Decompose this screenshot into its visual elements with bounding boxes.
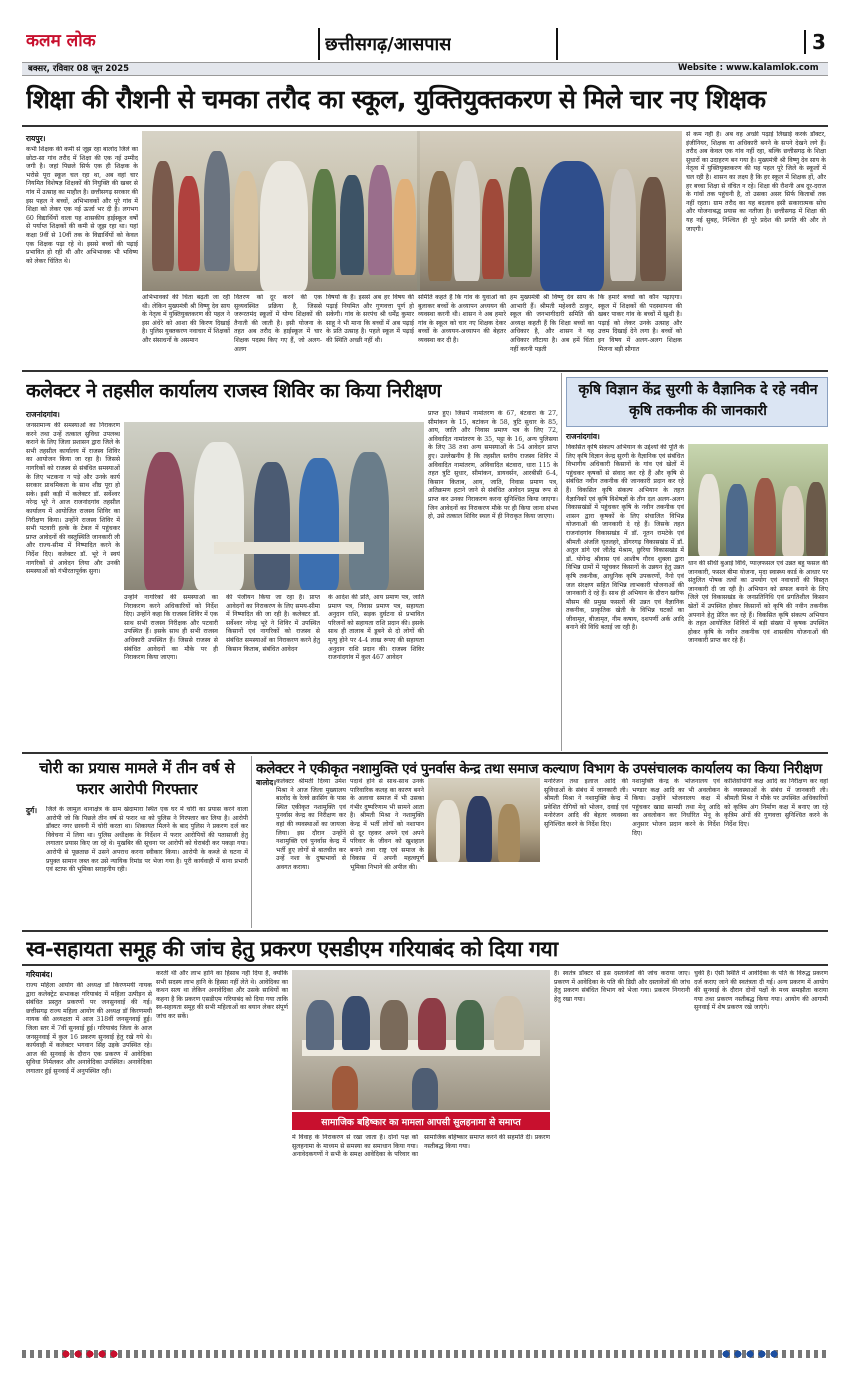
photo-1-right	[420, 131, 682, 291]
story-2-col-2: उन्होंने नागरिकों की समस्याओं का निराकरण करने अधिकारियों को निर्देश दिए। उन्होंने कहा कि राजस्व शिविर में एक साथ सभी राजस्व निरीक्षक और पटवारी उपस्थित हैं। इसके साथ ही सभी राजस्व अधिकारी उपस्थित हैं। जिससे राजस्व से संबंधित आवेदनों का मौके पर ही निराकरण किया जाएगा।	[124, 594, 218, 662]
story-5-col-4: नशामुक्ति केन्द्र के भोजनालय एवं भण्डार कक्ष आदि का भी अवलोकन किया। उन्होंने भोजनालय कक्ष में पहुंचकर खाद्य सामग्री तथा मेनू आदि का अवलोकन कर निर्धारित मेनू के अनुसार भोजन प्रदान करने के निर्देश दिए।	[632, 778, 720, 837]
story-6-col-2: करती थी और लाभ हानि का हिसाब नहीं दिया है, क्योंकि सभी सदस्य लाभ हानि के हिस्सा नहीं लेते थे। आवेदिका का कथन सत्य था लेकिन अनावेदिका और उसके साथियों का कहना है कि प्रकरण एसडीएम गरियाबंद को दिया गया ताकि स्व-सहायता समूह की सभी महिलाओं का बयान लेकर संपूर्ण जांच कर सकें।	[156, 970, 288, 1020]
rule-1	[22, 125, 828, 127]
footer-dots-right	[720, 1348, 780, 1360]
story-4-col-1: जिले के जामुल थानाक्षेत्र के ग्राम खेदामारा स्थित एक घर में चोरी का प्रयास करने वाला आरोपी जो कि पिछले तीन वर्ष से फरार था को पुलिस ने गिरफ्तार कर लिया है। आरोपी डॉक्टर नगर छावनी में चोरी करता था। शिकायत मिलने के बाद पुलिस ने प्रकरण दर्ज कर विवेचना में लिया था। पुलिस अधीक्षक के निर्देशन में फरार आरोपियों की पतासाजी हेतु लगातार प्रयास किए जा रहे थे। मुखबिर की सूचना पर आरोपी को घेराबंदी कर पकड़ा गया। आरोपी से पूछताछ में उसने अपराध करना स्वीकार किया। आरोपी के कब्जे से घटना में प्रयुक्त सामान जब्त कर उसे न्यायिक रिमांड पर भेजा गया है। पूरी कार्यवाही में थाना प्रभारी एवं स्टाफ की भूमिका सराहनीय रही।	[46, 806, 248, 874]
story-6-dateline: गरियाबंद।	[26, 970, 53, 979]
story-1-col-1: कभी शिक्षक की कमी से जूझ रहा बालोद जिले का छोटा-सा गांव तरौद में शिक्षा की एक नई उम्मीद जगी है। जहां पिछले सिर्फ एक ही शिक्षक के भरोसे पूरा स्कूल चल रहा था, अब वहां चार नियमित विशेषज्ञ शिक्षकों की नियुक्ति की खबर से गांव में उत्साह का माहौल है। छत्तीसगढ़ सरकार की इस पहल ने बच्चों, अभिभावकों और पूरे गांव में शिक्षा को लेकर एक नई ऊर्जा भर दी है। लगभग 60 विद्यार्थियों वाला यह शासकीय हाईस्कूल वर्षों से पर्याप्त शिक्षकों की कमी से जूझ रहा था। यहां कक्षा 9वीं से 10वीं तक के विद्यार्थियों को केवल एक शिक्षक पढ़ा रहे थे। इससे बच्चों की पढ़ाई प्रभावित हो रही थी और अभिभावक भी भविष्य को लेकर चिंतित थे।	[26, 146, 138, 265]
story-1-col-2: अभिभावकों की चिंता बढ़ती जा रही थी। लेकिन मुख्यमंत्री श्री विष्णु देव साय के नेतृत्व में युक्तियुक्तकरण की पहल ने इस अंधेरे को आशा की किरण दिखाई है। पुलिस युक्तकरण नवाचार में शिक्षकों और संसाधनों के असमान	[142, 294, 230, 344]
story-5-dateline: बालोद।	[256, 778, 277, 787]
photo-1-left	[142, 131, 417, 291]
story-1-col-3: वितरण को दूर करने की एक सुव्यवस्थित प्रक्रिया है, जिससे जरूरतमंद स्कूलों में योग्य शिक्षकों की तैनाती की जाती है। इसी योजना के तहत अब तरौद के हाईस्कूल में चार शिक्षक पदस्थ किए गए हैं, जो अलग-अलग	[234, 294, 322, 353]
story-4-dateline: दुर्ग।	[26, 806, 38, 815]
story-1-col-7: कि हमारे बच्चों को कौन पढ़ाएगा। स्कूल में शिक्षकों की पदस्थापना की खबर पाकर गांव के बच्चों में खुशी है। पढ़ाई को लेकर उनके उत्साह और उत्तम दिखाई देने लगा है। बच्चों को इन विषय में अलग-अलग शिक्षक मिलना बड़ी सौगात	[598, 294, 682, 353]
page-number: 3	[804, 30, 826, 54]
story-6-headline: स्व-सहायता समूह की जांच हेतु प्रकरण एसडीएम गरियाबंद को दिया गया	[26, 937, 558, 961]
story-6-photo	[292, 970, 550, 1110]
story-1-col-4: विषयों के हैं। इससे अब हर विषय की पढ़ाई नियमित और गुणवत्ता पूर्ण हो सकेगी। गांव के सरपंच श्री धर्मेंद्र कुमार साहू ने भी माना कि बच्चों में अब पढ़ाई के प्रति उत्साह है। पहले स्कूल में पढ़ाई की स्थिति अच्छी नहीं थी।	[326, 294, 414, 344]
story-2-headline: कलेक्टर ने तहसील कार्यालय राजस्व शिविर का किया निरीक्षण	[26, 380, 442, 402]
story-1-col-5: समिति कहते हैं कि गांव के युवाओं को बुलाकर बच्चों के अध्यापन अध्ययन की व्यवस्था करनी थी। शासन ने अब हमारे गांव के स्कूल को चार नए शिक्षक देकर बच्चों के अध्ययन-अध्यापन की बेहतर व्यवस्था कर दी है।	[418, 294, 506, 344]
story-5-col-1: कलेक्टर श्रीमती दिव्या उमेश मिश्रा ने आज जिला मुख्यालय बालोद के रेलवे क्रासिंग के पास स्थित एकीकृत नशामुक्ति एवं पुनर्वास केन्द्र का निरीक्षण कर वहां की व्यवस्थाओं का जायजा लिया। इस दौरान उन्होंने नशामुक्ति एवं पुनर्वास केन्द्र में भर्ती हुए लोगों से बातचीत कर उन्हें नशा के दुष्प्रभावों से अवगत कराया।	[276, 778, 346, 871]
story-2-dateline: राजनांदगांव।	[26, 410, 60, 419]
edition-date: बक्सर, रविवार 08 जून 2025	[28, 64, 130, 74]
rule-5	[22, 964, 828, 966]
story-6-col-4: है। स्वतंत्र डॉक्टर से इस दस्तावेजों की जांच कराया जाए। प्रकरण में आवेदिका के पति की डिग्री और दस्तावेजों की जांच हेतु प्रकरण संबंधित विभाग को भेजा गया। प्रकरण निगरानी हेतु रखा गया।	[554, 970, 690, 1003]
divider-story-5	[251, 756, 252, 928]
rule-3	[22, 752, 828, 754]
story-3-dateline: राजनांदगांव।	[566, 432, 600, 441]
story-1-col-8: से कम नहीं है। अब वह अच्छी पढ़ाई लिखाई करके डॉक्टर, इंजीनियर, शिक्षक या अधिकारी बनने के सपने देखने लगे हैं। तरौद अब केवल एक गांव नहीं रहा, बल्कि छत्तीसगढ़ के शिक्षा सुधारों का उदाहरण बन गया है। मुख्यमंत्री श्री विष्णु देव साय के नेतृत्व में युक्तियुक्तकरण की यह पहल पूरे जिले के स्कूलों में चल रही है। शासन का लक्ष्य है कि हर स्कूल में शिक्षक हों, और हर बच्चा शिक्षा से वंचित न रहे। शिक्षा की रौशनी अब दूर-दराज के गांवों तक पहुंचनी है, तो उसका असर सिर्फ किताबों तक नहीं रहता। ग्राम तरौद का यह बदलाव इसी सकारात्मक सोच और योजनाबद्ध प्रयास का नतीजा है। छत्तीसगढ़ में शिक्षा की यह नई सुबह, निश्चित ही पूरे प्रदेश की प्रगति की और ले जाएगी।	[686, 131, 826, 233]
story-4-headline: चोरी का प्रयास मामले में तीन वर्ष से फरार आरोपी गिरफ्तार	[39, 759, 235, 798]
story-3-col-1: विकसित कृषि संकल्प अभियान के उद्देश्यों की पूर्ति के लिए कृषि विज्ञान केन्द्र सुरगी के वैज्ञानिक एवं संबंधित विभागीय अधिकारी किसानों के गांव एवं खेतों में पहुंचकर कृषकों से संवाद कर रहे हैं और कृषि से संबंधित नवीन तकनीक की जानकारी प्रदान कर रहे हैं। विकसित कृषि संकल्प अभियान के तहत वैज्ञानिकों एवं कृषि विशेषज्ञों के तीन दल अलग-अलग विकासखंडों में पहुंचकर कृषि के नवीन तकनीक एवं शासन द्वारा कृषकों के लिए संचालित विभिन्न योजनाओं की जानकारी दे रहे हैं। जिसके तहत राजनांदगांव विकासखंड में डॉ. नूतन रामटेके एवं श्रीमती अंजलि घृतलहरे, डोंगरगढ़ विकासखंड में डॉ. अतुल डांगे एवं जीतेंद्र मेश्राम, छुरिया विकासखंड में डॉ. योगेन्द्र श्रीवास एवं आशीष गौरव शुक्ला द्वारा विभिन्न ग्रामों में पहुंचकर किसानों के उन्नयन हेतु उन्नत कृषि तकनीक, आधुनिक कृषि उपकरणों, नैनो एवं जल संरक्षण सहित विभिन्न लाभकारी योजनाओं की जानकारी दे रहे हैं। साथ ही अभियान के दौरान खरीफ मौसम की प्रमुख फसलों की उन्नत एवं वैज्ञानिक तकनीक, प्राकृतिक खेती के विभिन्न घटकों का जीवामृत, बीजामृत, नीम कषाय, दशपर्णी अर्क आदि बनाने की विधि बताई जा रही है।	[566, 444, 684, 632]
divider-story-3	[561, 373, 562, 751]
footer-dots-left	[60, 1348, 120, 1360]
story-3-photo	[688, 444, 828, 556]
story-1-headline: शिक्षा की रौशनी से चमका तरौद का स्कूल, युक्तियुक्तकरण से मिले चार नए शिक्षक	[26, 85, 766, 115]
story-6-col-5: चुकी है। ऐसी स्थिति में आवेदिका के पति के विरुद्ध प्रकरण दर्ज कराए जाने की स्वतंत्रता दी गई। अन्य प्रकरण में आयोग की सुनवाई के दौरान दोनों पक्षों के मध्य समझौता कराया गया तथा प्रकरण नस्तीबद्ध किया गया। आयोग की आगामी सुनवाई में शेष प्रकरण रखे जाएंगे।	[694, 970, 828, 1012]
story-2-col-1: जनसामान्य की समस्याओं का निराकरण करने तथा उन्हें तत्काल सुविधा उपलब्ध कराने के लिए जिला प्रशासन द्वारा जिले के सभी तहसील कार्यालय में राजस्व शिविर का आयोजन किया जा रहा है। जिससे नागरिकों को राजस्व से संबंधित समस्याओं के लिए भटकना न पड़े और उनके कार्य सरकार प्राथमिकता के साथ शीघ्र पूरा हो सके। इसी कड़ी में कलेक्टर डॉ. सर्वेश्वर नरेन्द्र भूरे ने आज राजनांदगांव तहसील कार्यालय में आयोजित राजस्व शिविर का निरीक्षण किया। उन्होंने राजस्व शिविर में सभी पटवारी हल्के के टेबल में पहुंचकर प्राप्त आवेदनों की वस्तुस्थिति जानकारी ली और राज्य-सीमा में निष्पादित करने के निर्देश दिए। कलेक्टर डॉ. भूरे ने स्वयं नागरिकों से आवेदन लिया और उनकी समस्याओं को गंभीरतापूर्वक सुना।	[26, 422, 120, 576]
story-5-col-5: कोशिय़ोंयोंगी कक्ष आदि का निरीक्षण कर वहां के व्यवस्थाओं के संबंध में जानकारी ली। श्रीमती मिश्रा ने मौके पर उपस्थित अधिकारियों को कृत्रिम अंग निर्माण कक्ष में बनाए जा रहे कृत्रिम अंगों की गुणवत्ता सुनिश्चित करने के निर्देश दिए।	[724, 778, 828, 828]
story-6-caption: सामाजिक बहिष्कार का मामला आपसी सुलहनामा से समाप्त	[321, 1117, 521, 1128]
story-1-col-6: हम मुख्यमंत्री श्री विष्णु देव साय के आभारी हैं। श्रीमती महेश्वरी ठाकुर, स्कूल की जनभागीदारी समिति की अध्यक्ष कहती हैं कि शिक्षा बच्चों का अधिकार है, और शासन ने यह अधिकार लौटाया है। अब हमें चिंता नहीं करनी पड़ती	[510, 294, 594, 353]
story-3-headline: कृषि विज्ञान केंद्र सुरगी के वैज्ञानिक दे रहे नवीन कृषि तकनीक की जानकारी	[578, 382, 818, 419]
brand-logo: कलम लोक	[26, 31, 96, 51]
story-5-photo	[428, 778, 540, 862]
story-1-photo	[142, 131, 682, 291]
story-6-col-1: राज्य महिला आयोग की अध्यक्ष डॉ किरणमयी नायक द्वारा कलेक्ट्रेट सभाकक्ष गरियाबंद में महिला उत्पीड़न से संबंधित प्रस्तुत प्रकरणों पर जनसुनवाई की गई। छत्तीसगढ़ राज्य महिला आयोग की अध्यक्ष डॉ किरणमयी नायक की अध्यक्षता में आज 318वीं जनसुनवाई हुई। जिला स्तर में 7वीं सुनवाई हुई। गरियाबंद जिला के आज जनसुनवाई में कुल 16 प्रकरण सुनवाई हेतु रखे गये थे। कार्यवाही में कलेक्टर भगवान सिंह उइके उपस्थित रहे। आज की सुनवाई के दौरान एक प्रकरण में आवेदिका सुविधा निर्मलकर और अनावेदिका उपस्थित। अनावेदिका लगातार हुई सुनवाई में अनुपस्थित रही।	[26, 982, 152, 1075]
story-2-photo	[124, 422, 424, 590]
section-title: छत्तीसगढ़/आसपास	[325, 34, 452, 55]
story-6-col-3: में विवाह के निराकरण से रखा जाता है। दोनों पक्ष को सुलहनामा के माध्यम से समस्या का समाधान किया गया। अनावेदकगणों ने सभी के समक्ष आवेदिका के परिवार का सामाजिक बहिष्कार समाप्त करने की सहमति दी। प्रकरण नस्तीबद्ध किया गया।	[292, 1134, 550, 1159]
rule-4	[22, 930, 828, 932]
footer-bar	[22, 1350, 828, 1358]
story-5-col-3: मनोरंजन तथा इलाज आदि की सुविधाओं के संबंध में जानकारी ली। श्रीमती मिश्रा ने नशामुक्ति केन्द्र में प्रवेशित रोगियों को भोजन, दवाई एवं मनोरंजन आदि की बेहतर व्यवस्था सुनिश्चित करने के निर्देश दिए।	[544, 778, 628, 828]
story-3-col-2: धान की सीधी बुआई विधि, प्याज़फसल एवं उन्नत बहु फसल की जानकारी, फसल बीमा योजना, मृदा स्वास्थ्य कार्ड के आधार पर संतुलित पोषक तत्वों का उपयोग एवं नवाचारों की विस्तृत जानकारी दी जा रही है। अभियान को सफल बनाने के लिए जिले एवं विकासखंड के जनप्रतिनिधि एवं प्रगतिशील किसान खेतों में उपस्थित होकर किसानों को कृषि की नवीन तकनीक अपनाने हेतु प्रेरित कर रहे हैं। विकसित कृषि संकल्प अभियान के तहत आयोजित शिविरों में बड़ी संख्या में कृषक उपस्थित होकर कृषि के नवीन तकनीक एवं शासकीय योजनाओं की जानकारी प्राप्त कर रहे हैं।	[688, 560, 828, 645]
story-5-col-2: पदार्थ होने से साथ-साथ उनके पारिवारिक कलह का कारण बनने के अलावा समाज में भी उसका गंभीर दुष्परिणाम भी सामने आता है। श्रीमती मिश्रा ने नशामुक्ति केन्द्र में भर्ती लोगों को नशापान से दूर रहकर अपने एवं अपने परिवार के जीवन को खुशहाल बनाने तथा राष्ट्र एवं समाज के विकास में अपनी महत्वपूर्ण भूमिका निभाने की अपील की।	[350, 778, 424, 871]
story-2-col-3: की पंजीयन किया जा रहा है। प्राप्त आवेदनों का निराकरण के लिए समय-सीमा में निष्पादित की जा रही है। कलेक्टर डॉ. सर्वेश्वर नरेन्द्र भूरे ने शिविर में उपस्थित किसानों एवं नागरिकों को राजस्व से संबंधित समस्याओं का निराकरण करने हेतु किसान किताब, संबंधित आवेदन	[226, 594, 320, 653]
story-5-headline: कलेक्टर ने एकीकृत नशामुक्ति एवं पुनर्वास केन्द्र तथा समाज कल्याण विभाग के उपसंचालक कार्यालय का किया निरीक्षण	[256, 761, 822, 777]
story-2-col-5: प्राप्त हुए। जिसमें नामांतरण के 67, बंटवारा के 27, सीमांकन के 15, बटांकन के 58, त्रुटि सुधार के 85, आय, जाति और निवास प्रमाण पत्र के लिए 72, अविवादित नामांतरण के 35, पट्टा के 16, अन्य पुलिसया के लिए 38 तथा अन्य समस्याओं के 54 आवेदन प्राप्त हुए। उल्लेखनीय है कि तहसील स्तरीय राजस्व शिविर में अविवादित नामांतरण, अविवादित बंटवारा, धारा 115 के तहत त्रुटि सुधार, सीमांकन, डायवर्सन, आरबीसी 6-4, किसान किताब, आय, जाति, निवास प्रमाण पत्र, अतिक्रमण हटाने जाने से संबंधित आवेदन प्रमुख रूप से प्राप्त कर उनका निराकरण करना सुनिश्चित किया जाएगा। जिन आवेदनों का निराकरण मौके पर ही किया जाना संभव हो, उसे तत्काल शिविर स्थल में ही निराकृत किया जाएगा।	[428, 410, 558, 521]
story-1-dateline: रायपुर।	[26, 134, 46, 143]
rule-2	[22, 370, 828, 372]
website-url: Website : www.kalamlok.com	[678, 63, 819, 73]
story-2-col-4: के आदेश की प्रति, आय प्रमाण पत्र, जाति प्रमाण पत्र, निवास प्रमाण पत्र, सहायता अनुदान राशि, सड़क दुर्घटना से प्रभावित परिजनों को सहायता राशि प्रदान की। इसके साथ ही तालाब में डूबने से दो लोगों की मृत्यु होने पर 4-4 लाख रूपए की सहायता अनुदान राशि प्रदान की। राजस्व शिविर राजनांदगांव में कुल 467 आवेदन	[328, 594, 424, 662]
